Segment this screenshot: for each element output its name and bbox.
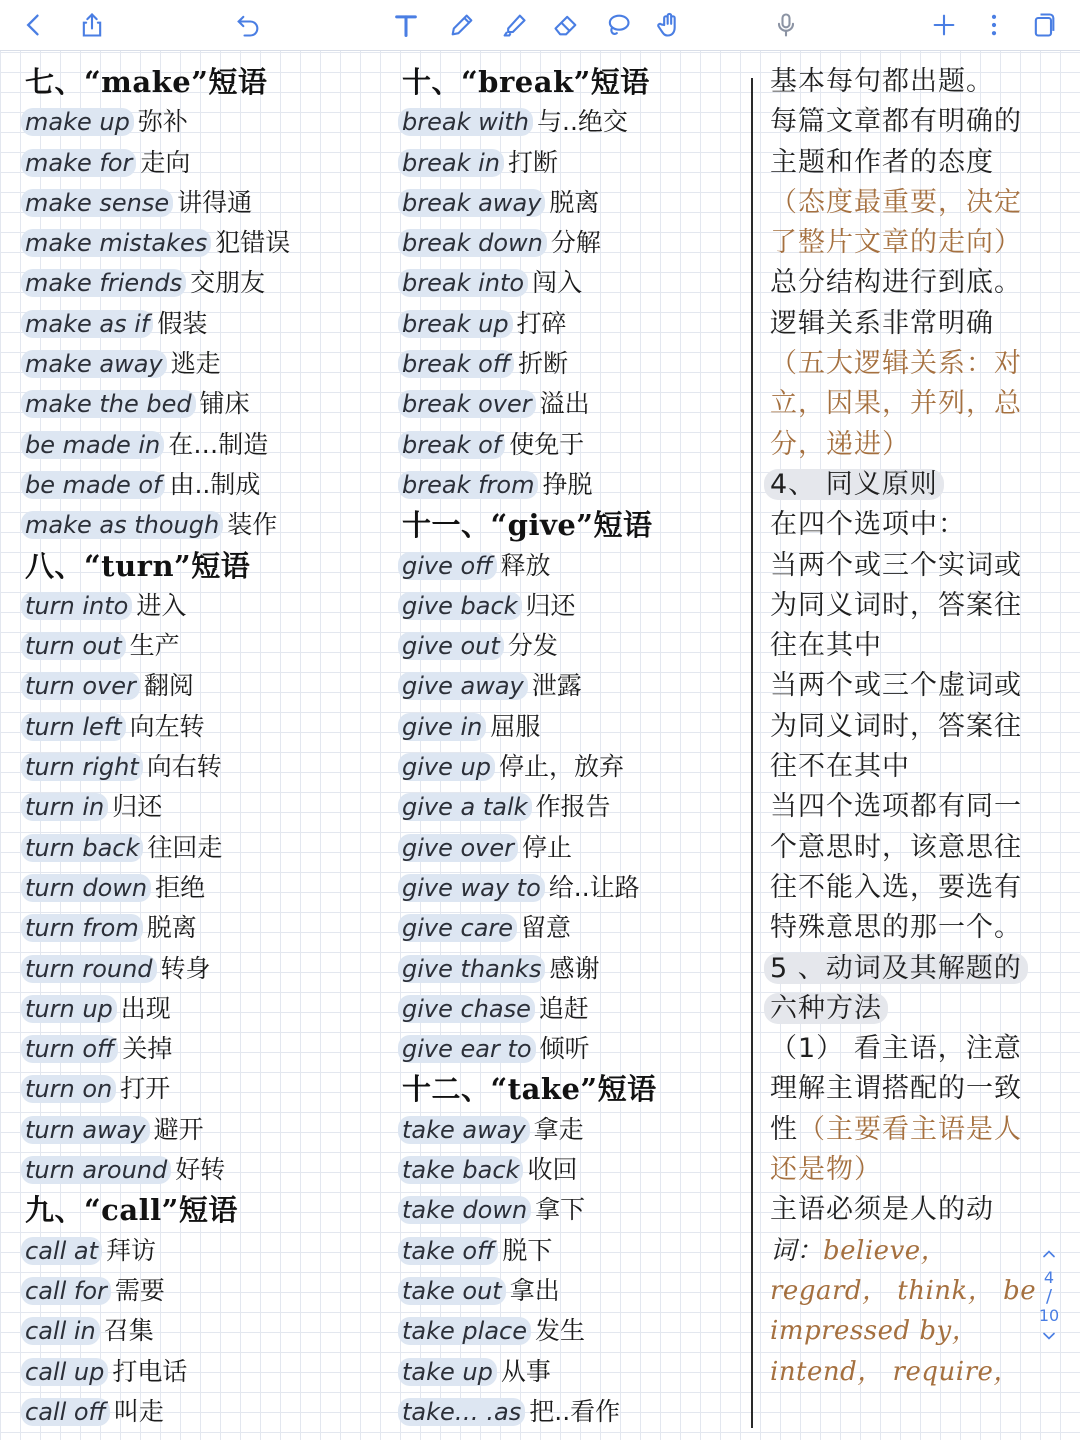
phrase-meaning: 叫走: [113, 1396, 164, 1426]
phrase-item: [402, 1352, 742, 1392]
microphone-icon[interactable]: [766, 5, 806, 45]
note-line: 每篇文章都有明确的: [770, 106, 1022, 138]
phrase-meaning: 作报告: [535, 792, 611, 822]
add-page-icon[interactable]: [924, 5, 964, 45]
phrase-item: [402, 1231, 742, 1271]
phrase-meaning: 召集: [103, 1316, 154, 1346]
phrase-meaning: 脱下: [502, 1235, 553, 1265]
phrase-item: [402, 1110, 742, 1150]
phrase-item: [402, 666, 742, 706]
note-line: 为同义词时，答案往: [770, 589, 1022, 621]
phrase-english: break in: [398, 149, 504, 177]
note-line: （五大逻辑关系：对: [770, 348, 1022, 380]
phrase-english: turn into: [21, 592, 132, 620]
phrase-english: take… .as: [398, 1398, 525, 1426]
note-highlight: 5 、动词及其解题的: [764, 953, 1028, 984]
phrase-english: give thanks: [398, 955, 545, 983]
phrase-item: [402, 1150, 742, 1190]
phrase-english: make as though: [21, 511, 223, 539]
phrase-item: [25, 626, 375, 666]
phrase-meaning: 打电话: [112, 1356, 188, 1386]
phrase-meaning: 拒绝: [155, 872, 206, 902]
phrase-meaning: 打开: [120, 1074, 171, 1104]
phrase-meaning: 生产: [129, 631, 180, 661]
phrase-item: [25, 586, 375, 626]
section-heading: 十、“break”短语: [402, 65, 650, 99]
phrase-item: [402, 546, 742, 586]
phrase-meaning: 停止，放弃: [498, 752, 624, 782]
phrase-english: take place: [398, 1317, 531, 1345]
note-line: 逻辑关系非常明确: [770, 307, 994, 339]
note-line: regard， think， be: [770, 1275, 1037, 1306]
note-line: 主语必须是人的动: [770, 1194, 994, 1226]
phrase-item: [402, 787, 742, 827]
text-tool-icon[interactable]: [386, 5, 426, 45]
phrase-english: take back: [398, 1156, 523, 1184]
phrase-item: [25, 989, 375, 1029]
phrase-meaning: 逃走: [170, 349, 221, 379]
phrase-item: [402, 626, 742, 666]
phrase-english: take out: [398, 1277, 506, 1305]
note-line: （态度最重要，决定: [770, 186, 1022, 218]
phrase-meaning: 打断: [507, 147, 558, 177]
phrase-english: give out: [398, 632, 504, 660]
phrase-english: turn on: [21, 1075, 116, 1103]
note-highlight: 六种方法: [764, 993, 888, 1024]
phrase-meaning: 分发: [507, 631, 558, 661]
phrase-meaning: 假装: [157, 308, 208, 338]
hand-tool-icon[interactable]: [650, 5, 690, 45]
phrase-meaning: 留意: [521, 913, 572, 943]
note-line: 当两个或三个虚词或: [770, 670, 1022, 702]
phrase-item: [25, 304, 375, 344]
phrase-english: turn left: [21, 713, 126, 741]
phrase-meaning: 闯入: [532, 268, 583, 298]
phrase-english: call off: [21, 1398, 110, 1426]
phrase-item: [25, 505, 375, 545]
phrase-english: give away: [398, 672, 528, 700]
phrase-meaning: 铺床: [199, 389, 250, 419]
phrase-item: [25, 707, 375, 747]
phrase-english: take away: [398, 1116, 530, 1144]
phrase-meaning: 停止: [522, 832, 573, 862]
phrase-english: give chase: [398, 995, 535, 1023]
phrase-meaning: 进入: [136, 590, 187, 620]
phrase-english: give care: [398, 914, 517, 942]
phrase-english: break down: [398, 229, 547, 257]
phrase-meaning: 发生: [534, 1316, 585, 1346]
note-line: （1） 看主语，注意: [770, 1033, 1022, 1065]
phrase-meaning: 出现: [120, 993, 171, 1023]
phrase-english: turn back: [21, 834, 143, 862]
phrase-item: [402, 828, 742, 868]
phrase-item: [25, 465, 375, 505]
phrase-english: break off: [398, 350, 514, 378]
note-line: [770, 465, 1060, 505]
lasso-tool-icon[interactable]: [598, 5, 638, 45]
phrase-meaning: 好转: [175, 1155, 226, 1185]
pages-icon[interactable]: [1024, 5, 1064, 45]
share-icon[interactable]: [72, 5, 112, 45]
phrase-english: give ear to: [398, 1035, 536, 1063]
phrase-meaning: 在…制造: [168, 429, 269, 459]
phrase-english: turn around: [21, 1156, 171, 1184]
phrase-item: [25, 1150, 375, 1190]
phrase-meaning: 给..让路: [548, 872, 640, 902]
note-emphasis: believe，: [823, 1235, 948, 1266]
phrase-item: [25, 1311, 375, 1351]
phrase-meaning: 把..看作: [529, 1396, 621, 1426]
note-line: 在四个选项中：: [770, 509, 966, 541]
phrase-english: turn over: [21, 672, 140, 700]
phrase-english: give up: [398, 753, 495, 781]
phrase-item: [402, 1271, 742, 1311]
note-highlight: 4、 同义原则: [764, 469, 944, 500]
phrase-meaning: 泄露: [531, 671, 582, 701]
phrase-english: turn round: [21, 955, 157, 983]
phrase-meaning: 翻阅: [143, 671, 194, 701]
phrase-meaning: 装作: [227, 510, 278, 540]
back-icon[interactable]: [14, 5, 54, 45]
phrase-meaning: 感谢: [549, 953, 600, 983]
phrase-english: call for: [21, 1277, 111, 1305]
phrase-meaning: 脱离: [549, 187, 600, 217]
note-line: 个意思时，该意思往: [770, 831, 1022, 863]
note-line: intend， require，: [770, 1356, 1020, 1387]
phrase-meaning: 讲得通: [177, 187, 253, 217]
phrase-item: [25, 1029, 375, 1069]
phrase-english: turn away: [21, 1116, 150, 1144]
phrase-item: [402, 868, 742, 908]
phrase-item: [402, 465, 742, 505]
phrase-english: break from: [398, 471, 538, 499]
page-up-icon[interactable]: [1036, 1244, 1062, 1268]
eraser-tool-icon[interactable]: [546, 5, 586, 45]
phrase-item: [25, 384, 375, 424]
phrase-meaning: 追赶: [538, 993, 589, 1023]
phrase-meaning: 关掉: [122, 1034, 173, 1064]
phrase-item: [25, 787, 375, 827]
phrase-english: be made in: [21, 431, 164, 459]
phrase-english: give back: [398, 592, 522, 620]
note-line: 为同义词时，答案往: [770, 710, 1022, 742]
phrase-item: [25, 1110, 375, 1150]
note-line: 了整片文章的走向）: [770, 227, 1022, 259]
more-icon[interactable]: [974, 5, 1014, 45]
note-line: [770, 989, 1060, 1029]
note-prefix: 词：: [770, 1235, 824, 1266]
phrase-meaning: 打碎: [516, 308, 567, 338]
phrase-item: [402, 263, 742, 303]
phrase-item: [402, 586, 742, 626]
phrase-item: [402, 1029, 742, 1069]
phrase-english: make up: [21, 108, 134, 136]
phrase-item: [402, 143, 742, 183]
phrase-english: make mistakes: [21, 229, 211, 257]
phrase-english: turn up: [21, 995, 117, 1023]
phrase-english: break away: [398, 189, 545, 217]
phrase-meaning: 转身: [160, 953, 211, 983]
phrase-english: break with: [398, 108, 533, 136]
phrase-meaning: 与..绝交: [537, 107, 628, 137]
phrase-meaning: 犯错误: [215, 228, 291, 258]
phrase-meaning: 走向: [140, 147, 191, 177]
phrase-english: break into: [398, 269, 528, 297]
page-down-icon[interactable]: [1036, 1326, 1062, 1350]
phrase-item: [25, 1352, 375, 1392]
phrase-english: give way to: [398, 874, 545, 902]
phrase-column-2: [402, 62, 742, 1432]
phrase-item: [25, 868, 375, 908]
phrase-meaning: 弥补: [137, 107, 188, 137]
phrase-meaning: 折断: [518, 349, 569, 379]
phrase-english: be made of: [21, 471, 165, 499]
notes-toolbar: [0, 0, 1080, 51]
phrase-item: [402, 183, 742, 223]
phrase-english: turn from: [21, 914, 143, 942]
phrase-meaning: 拜访: [105, 1235, 156, 1265]
phrase-item: [402, 304, 742, 344]
note-line: 理解主谓搭配的一致: [770, 1073, 1022, 1105]
phrase-english: turn down: [21, 874, 151, 902]
phrase-english: break of: [398, 431, 505, 459]
phrase-english: make as if: [21, 310, 153, 338]
pen-tool-icon[interactable]: [442, 5, 482, 45]
phrase-meaning: 拿出: [509, 1275, 560, 1305]
note-line: 往不能入选，要选有: [770, 871, 1022, 903]
phrase-item: [25, 747, 375, 787]
phrase-item: [25, 828, 375, 868]
phrase-item: [402, 223, 742, 263]
section-heading: 七、“make”短语: [25, 65, 268, 99]
phrase-english: take up: [398, 1358, 497, 1386]
section-heading: 十一、“give”短语: [402, 508, 653, 543]
phrase-meaning: 需要: [114, 1275, 165, 1305]
phrase-column-1: [25, 62, 375, 1432]
phrase-english: make for: [21, 149, 136, 177]
phrase-meaning: 向右转: [146, 752, 222, 782]
notes-column: [770, 62, 1060, 1392]
note-line: 立，因果，并列，总: [770, 388, 1022, 420]
phrase-meaning: 收回: [527, 1155, 578, 1185]
note-line: 总分结构进行到底。: [770, 267, 1022, 299]
note-line: impressed by，: [770, 1316, 979, 1347]
phrase-english: make away: [21, 350, 167, 378]
phrase-item: [25, 263, 375, 303]
phrase-meaning: 由..制成: [169, 469, 261, 499]
phrase-meaning: 溢出: [539, 389, 590, 419]
phrase-item: [25, 908, 375, 948]
page-separator: /: [1045, 1286, 1053, 1307]
phrase-english: turn out: [21, 632, 126, 660]
phrase-meaning: 分解: [550, 228, 601, 258]
phrase-meaning: 往回走: [147, 832, 223, 862]
total-pages: 10: [1038, 1306, 1060, 1325]
phrase-item: [25, 1392, 375, 1432]
phrase-item: [402, 908, 742, 948]
phrase-item: [25, 1069, 375, 1109]
note-line: 当四个选项都有同一: [770, 791, 1022, 823]
undo-icon[interactable]: [228, 5, 268, 45]
phrase-item: [402, 344, 742, 384]
phrase-item: [402, 707, 742, 747]
column-divider: [751, 78, 753, 1428]
phrase-english: call at: [21, 1237, 102, 1265]
phrase-english: give a talk: [398, 793, 532, 821]
phrase-english: make sense: [21, 189, 173, 217]
phrase-english: make friends: [21, 269, 186, 297]
note-line: 往不在其中: [770, 751, 910, 783]
note-line: 基本每句都出题。: [770, 66, 994, 97]
note-line: 特殊意思的那一个。: [770, 912, 1022, 944]
phrase-item: [402, 949, 742, 989]
phrase-item: [402, 747, 742, 787]
phrase-english: make the bed: [21, 390, 196, 418]
section-heading: 十二、“take”短语: [402, 1072, 657, 1107]
phrase-item: [25, 344, 375, 384]
phrase-item: [25, 949, 375, 989]
page-navigator: [1036, 1244, 1062, 1404]
note-line: 往在其中: [770, 630, 882, 662]
phrase-english: give off: [398, 552, 497, 580]
note-line: [770, 1110, 1060, 1150]
note-line: 还是物）: [770, 1154, 882, 1186]
phrase-item: [25, 143, 375, 183]
note-prefix: 性: [770, 1113, 798, 1145]
phrase-english: take off: [398, 1237, 498, 1265]
phrase-meaning: 脱离: [146, 913, 197, 943]
phrase-english: turn in: [21, 793, 108, 821]
phrase-meaning: 避开: [153, 1114, 204, 1144]
section-heading: 九、“call”短语: [25, 1193, 238, 1228]
phrase-meaning: 拿下: [535, 1195, 586, 1225]
phrase-item: [402, 384, 742, 424]
phrase-english: break up: [398, 310, 513, 338]
phrase-item: [25, 223, 375, 263]
phrase-english: turn off: [21, 1035, 118, 1063]
phrase-item: [25, 425, 375, 465]
current-page: 4: [1043, 1268, 1055, 1287]
note-line: [770, 1231, 1060, 1271]
phrase-item: [25, 666, 375, 706]
phrase-item: [402, 1190, 742, 1230]
phrase-meaning: 释放: [500, 550, 551, 580]
phrase-english: call in: [21, 1317, 100, 1345]
phrase-meaning: 归还: [525, 590, 576, 620]
phrase-english: take down: [398, 1196, 531, 1224]
highlighter-tool-icon[interactable]: [494, 5, 534, 45]
phrase-item: [25, 102, 375, 142]
phrase-english: give over: [398, 834, 518, 862]
phrase-meaning: 使免于: [509, 429, 585, 459]
phrase-meaning: 拿走: [533, 1114, 584, 1144]
phrase-english: give in: [398, 713, 486, 741]
note-line: 分，递进）: [770, 428, 910, 460]
section-heading: 八、“turn”短语: [25, 548, 251, 583]
phrase-meaning: 从事: [500, 1356, 551, 1386]
phrase-meaning: 屈服: [490, 711, 541, 741]
phrase-meaning: 归还: [112, 792, 163, 822]
phrase-meaning: 倾听: [539, 1034, 590, 1064]
phrase-meaning: 交朋友: [190, 268, 266, 298]
phrase-item: [402, 102, 742, 142]
phrase-item: [402, 425, 742, 465]
phrase-item: [25, 183, 375, 223]
phrase-meaning: 挣脱: [542, 469, 593, 499]
phrase-meaning: 向左转: [129, 711, 205, 741]
phrase-english: break over: [398, 390, 536, 418]
phrase-item: [402, 1392, 742, 1432]
phrase-item: [402, 989, 742, 1029]
phrase-english: call up: [21, 1358, 108, 1386]
phrase-english: turn right: [21, 753, 143, 781]
note-line: [770, 949, 1060, 989]
note-line: 当两个或三个实词或: [770, 549, 1022, 581]
phrase-item: [25, 1271, 375, 1311]
phrase-item: [402, 1311, 742, 1351]
note-line: 主题和作者的态度: [770, 146, 994, 178]
note-emphasis: （主要看主语是人: [798, 1113, 1022, 1145]
phrase-item: [25, 1231, 375, 1271]
